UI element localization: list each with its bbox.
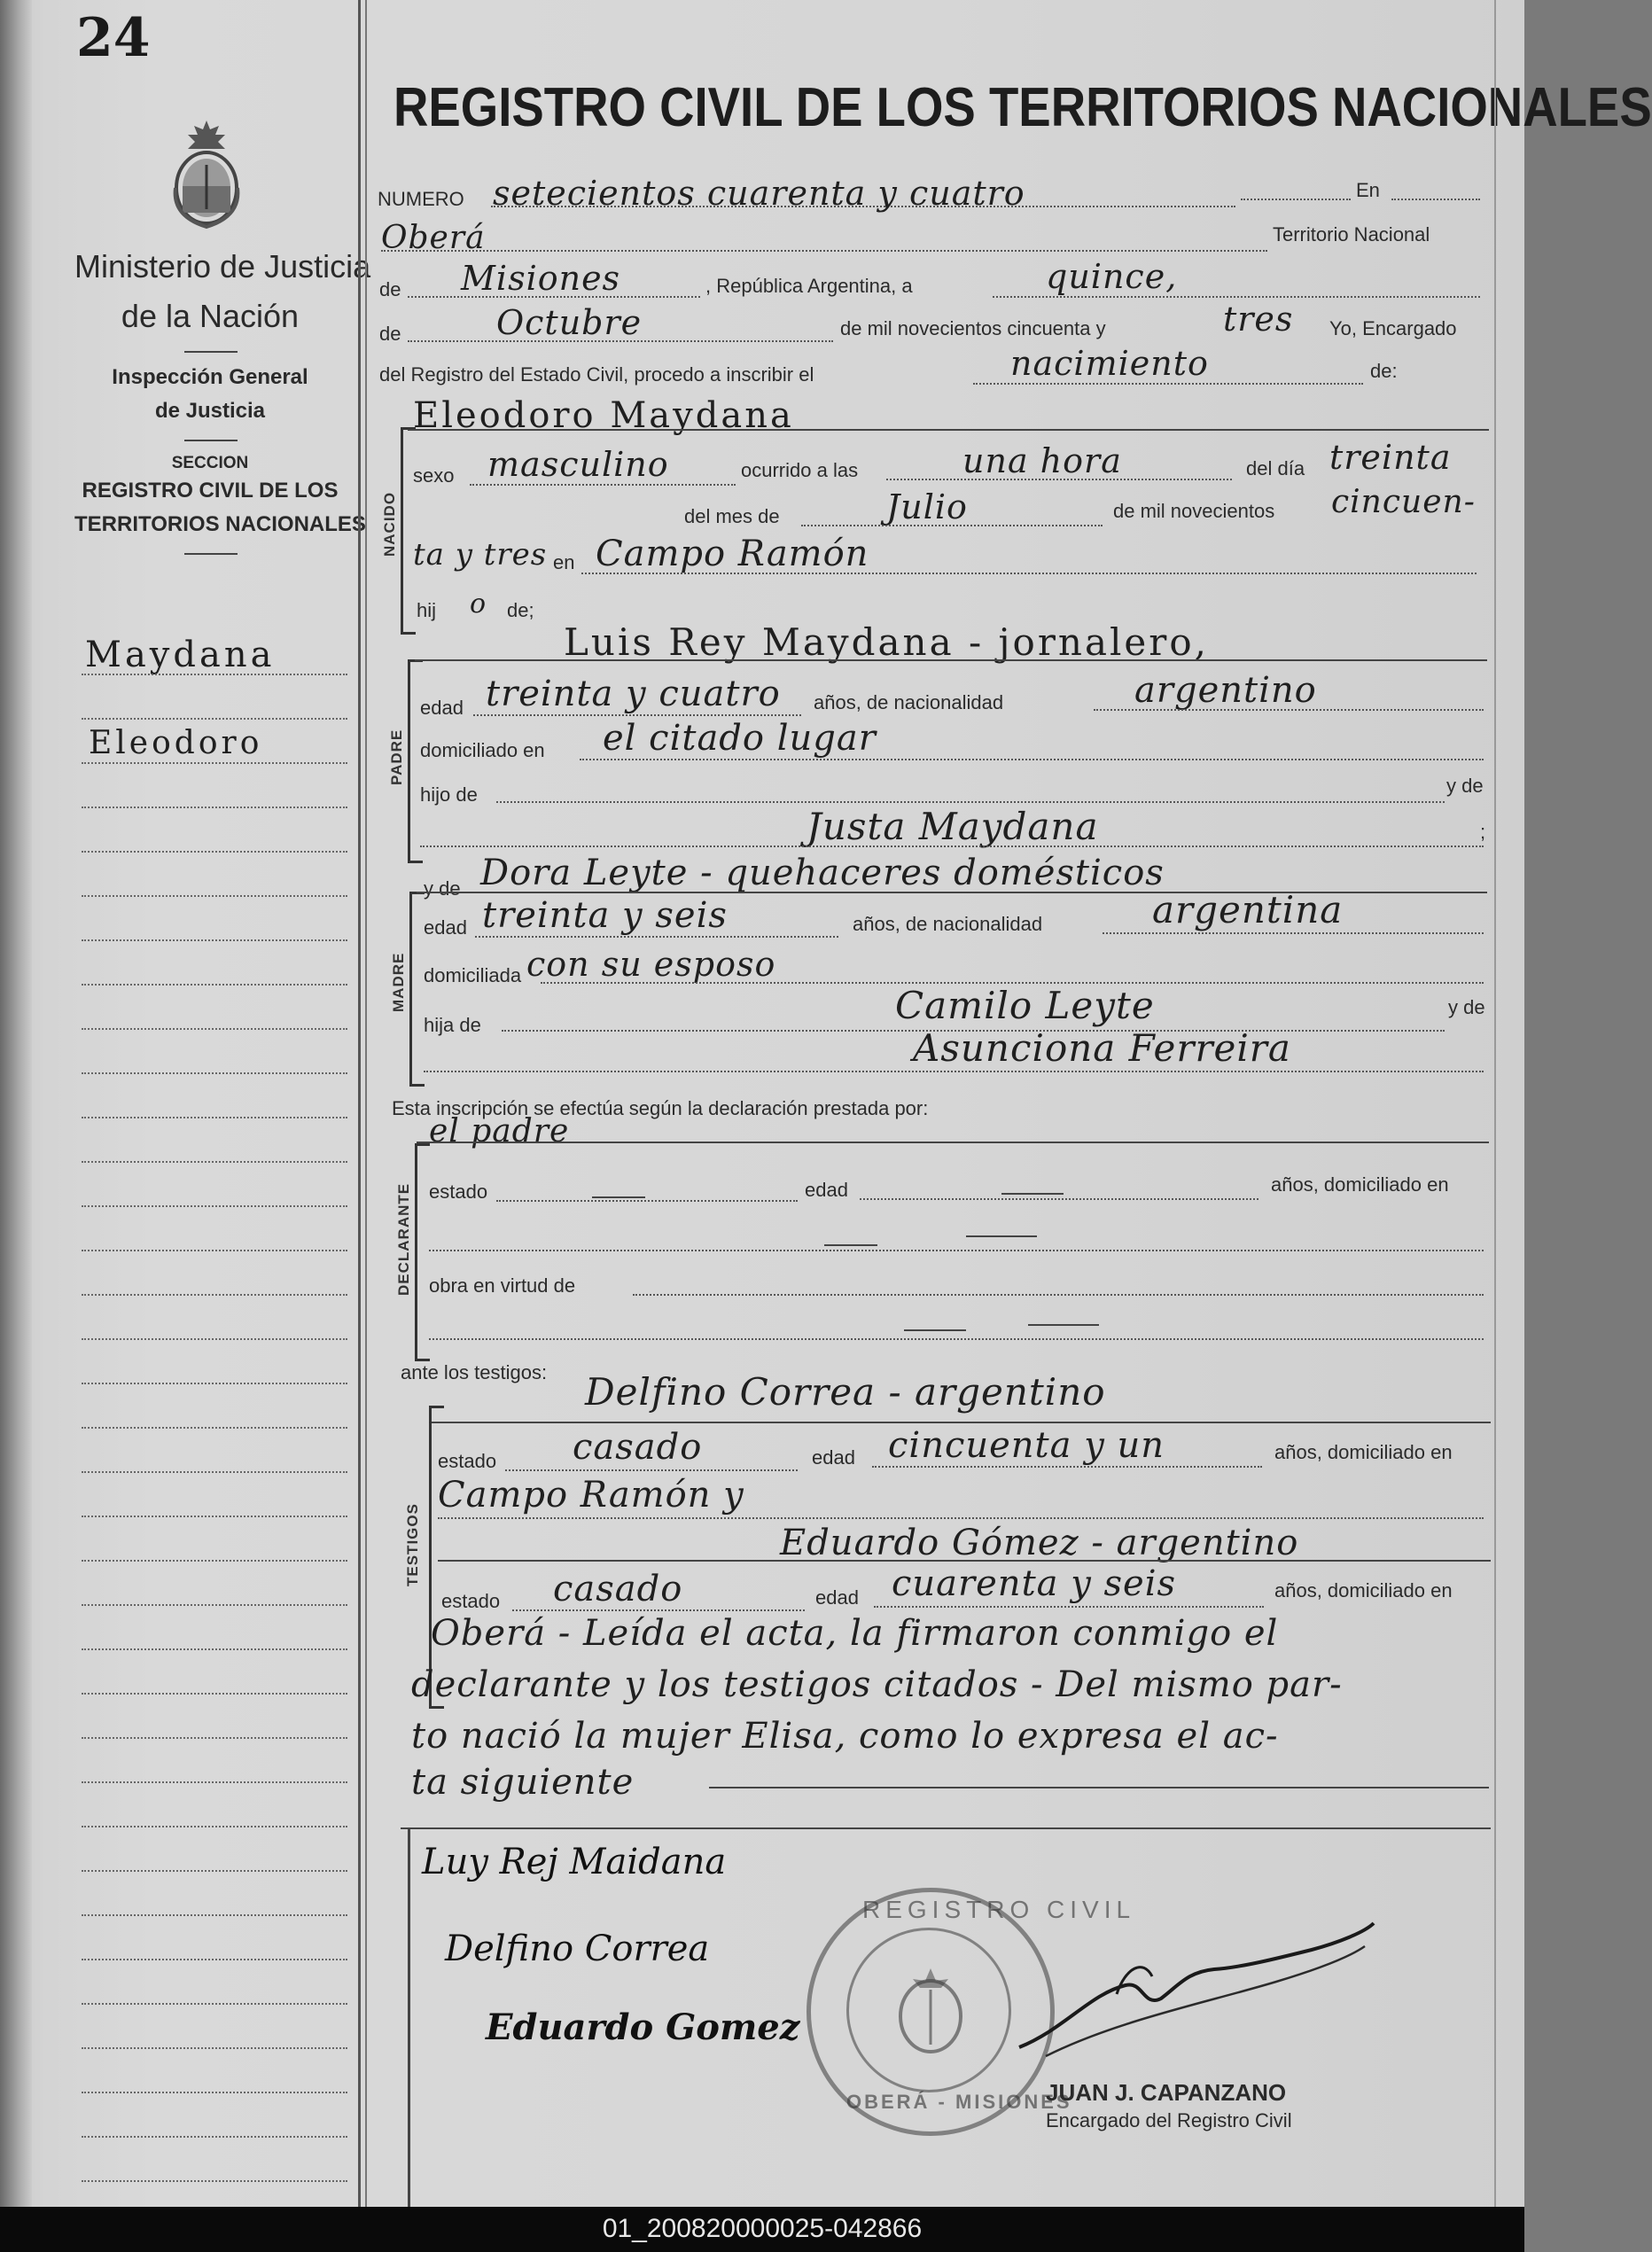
dash: [1001, 1193, 1064, 1195]
estado-label-2: estado: [441, 1590, 501, 1612]
stub-line: [82, 1161, 347, 1163]
numero-label: NUMERO: [378, 188, 464, 210]
dotted-line: [993, 296, 1480, 298]
dotted-line: [872, 1466, 1262, 1468]
dotted-line: [1391, 199, 1480, 200]
en-label: en: [553, 551, 575, 573]
stub-line: [82, 2003, 347, 2005]
day-value: quince,: [1046, 257, 1178, 296]
stub-line: [82, 718, 347, 720]
stub-surname: Maydana: [85, 635, 276, 675]
witness1-estado: casado: [573, 1427, 703, 1468]
name-rule: [438, 1560, 1491, 1562]
dotted-line: [470, 484, 736, 486]
dotted-line: [438, 1517, 1484, 1519]
act-type-value: nacimiento: [1010, 344, 1209, 383]
stub-line: [82, 895, 347, 897]
stub-line: [82, 1250, 347, 1251]
birth-year-value-b: ta y tres: [413, 537, 548, 573]
witness2-edad: cuarenta y seis: [892, 1563, 1177, 1604]
stub-line: [82, 1693, 347, 1695]
stamp-text-bottom: OBERÁ - MISIONES: [846, 2091, 1072, 2113]
dotted-line: [496, 801, 1445, 803]
officer-name: JUAN J. CAPANZANO: [1046, 2079, 1287, 2106]
dotted-line: [1103, 932, 1484, 934]
ministry-line-1: Ministerio de Justicia: [74, 248, 371, 284]
mother-nationality: argentina: [1152, 888, 1344, 931]
witness2-name: Eduardo Gómez - argentino: [780, 1523, 1299, 1563]
dotted-line: [429, 1338, 1484, 1340]
signature-witness-2: Eduardo Gomez: [486, 2007, 800, 2048]
divider: [184, 440, 238, 441]
dotted-line: [512, 1609, 805, 1611]
stub-line: [82, 2092, 347, 2093]
hour-value: una hora: [962, 441, 1122, 480]
stub-line: [82, 1338, 347, 1340]
section-line-2: TERRITORIOS NACIONALES: [74, 512, 366, 536]
section-bracket: [409, 892, 425, 1087]
father-parents: Justa Maydana: [807, 805, 1099, 848]
anos-label-2: años, domiciliado en: [1274, 1579, 1453, 1601]
section-label: SECCION: [171, 454, 249, 472]
officer-title: Encargado del Registro Civil: [1046, 2109, 1292, 2131]
stub-line: [82, 1205, 347, 1207]
sexo-label: sexo: [413, 464, 455, 487]
right-edge-rule: [1494, 0, 1496, 2207]
stub-line: [82, 1028, 347, 1030]
registro-label: del Registro del Estado Civil, procedo a inscribir el: [379, 363, 814, 386]
province-value: Misiones: [461, 259, 621, 298]
stub-line: [82, 939, 347, 941]
stamp-seal-icon: [886, 1963, 975, 2061]
footer-id: 01_200820000025-042866: [602, 2214, 923, 2243]
yo-label: Yo, Encargado: [1329, 317, 1457, 339]
obra-label: obra en virtud de: [429, 1274, 576, 1297]
edad-label-2: edad: [815, 1586, 859, 1609]
father-name: Luis Rey Maydana - jornalero,: [564, 620, 1209, 664]
dotted-line: [505, 1469, 798, 1471]
territorio-label: Territorio Nacional: [1273, 223, 1430, 245]
mother-mother: Asunciona Ferreira: [913, 1026, 1291, 1070]
stub-line: [82, 2047, 347, 2049]
month-value: Octubre: [496, 303, 643, 342]
dash: [824, 1244, 877, 1246]
de-colon: de:: [1370, 360, 1398, 382]
stub-line: [82, 1117, 347, 1118]
dash: [966, 1235, 1037, 1237]
name-rule: [417, 1142, 1489, 1143]
section-bracket: [415, 1143, 430, 1361]
ministry-line-2: de la Nación: [121, 298, 300, 334]
officer-signature: [1010, 1897, 1383, 2074]
label-nacido: NACIDO: [381, 491, 398, 557]
name-rule: [415, 659, 1487, 661]
dotted-line: [381, 250, 1267, 252]
anos-label: años, de nacionalidad: [814, 691, 1004, 713]
witness1-edad: cincuenta y un: [888, 1425, 1165, 1466]
dotted-line: [424, 1071, 1484, 1072]
dotted-line: [973, 383, 1363, 385]
dotted-line: [429, 1250, 1484, 1251]
dotted-line: [408, 340, 833, 342]
dotted-line: [475, 936, 838, 938]
estado-label: estado: [429, 1181, 488, 1203]
witness1-name: Delfino Correa - argentino: [585, 1370, 1106, 1414]
section-line-1: REGISTRO CIVIL DE LOS: [82, 479, 339, 503]
closing-line-3: to nació la mujer Elisa, como lo expresa el ac-: [411, 1716, 1279, 1757]
mother-name: Dora Leyte - quehaceres domésticos: [480, 853, 1165, 893]
stub-line: [82, 1560, 347, 1562]
y-de-label-2: y de: [1448, 996, 1485, 1018]
ocurrido-label: ocurrido a las: [741, 459, 859, 481]
witness1-domicile: Campo Ramón y: [438, 1475, 744, 1516]
label-testigos: TESTIGOS: [404, 1503, 421, 1586]
year-value: tres: [1223, 300, 1294, 339]
coat-of-arms-icon: [167, 117, 246, 232]
binding-shadow: [0, 0, 32, 2207]
testigos-intro: ante los testigos:: [401, 1361, 548, 1383]
anos-label: años, domiciliado en: [1271, 1173, 1449, 1196]
birth-day-value: treinta: [1329, 438, 1452, 477]
domiciliado-label: domiciliado en: [420, 739, 545, 761]
dotted-line: [420, 845, 1484, 847]
mil-label: de mil novecientos: [1113, 500, 1275, 522]
dotted-line: [1241, 199, 1351, 200]
dotted-line: [874, 1606, 1264, 1608]
dotted-line: [473, 714, 801, 716]
mil-label: de mil novecientos cincuenta y: [840, 317, 1106, 339]
inspection-line-1: Inspección General: [112, 365, 308, 389]
dotted-line: [633, 1294, 1484, 1296]
anos-label: años, domiciliado en: [1274, 1441, 1453, 1463]
closing-rule: [709, 1787, 1489, 1788]
declarante-intro: Esta inscripción se efectúa según la declaración prestada por:: [392, 1097, 929, 1119]
dash: [592, 1196, 645, 1198]
father-age: treinta y cuatro: [486, 674, 781, 714]
stub-line: [82, 1648, 347, 1650]
stub-line: [82, 674, 347, 675]
de-label-2: de: [379, 323, 401, 345]
stub-line: [82, 2180, 347, 2182]
numero-value: setecientos cuarenta y cuatro: [493, 174, 1025, 213]
y-de-label: y de: [424, 877, 461, 900]
del-mes-label: del mes de: [684, 505, 780, 527]
page-number: 24: [76, 7, 151, 69]
hijo-label: hijo de: [420, 783, 478, 806]
section-bracket: [401, 427, 416, 635]
stub-line: [82, 984, 347, 986]
edad-label: edad: [805, 1179, 848, 1201]
domiciliada-label: domiciliada: [424, 964, 522, 986]
label-padre: PADRE: [388, 729, 405, 785]
closing-line-4: ta siguiente: [411, 1762, 635, 1803]
signature-top-rule: [401, 1827, 1491, 1829]
signature-block-left-rule: [408, 1827, 410, 2207]
stub-line: [82, 1959, 347, 1960]
stub-line: [82, 1914, 347, 1916]
dotted-line: [860, 1198, 1258, 1200]
y-de-label: y de: [1446, 775, 1484, 797]
birth-month-value: Julio: [886, 487, 968, 526]
stub-line: [82, 1737, 347, 1739]
mother-age: treinta y seis: [482, 895, 728, 936]
stub-line: [82, 807, 347, 808]
mother-domicile: con su esposo: [526, 945, 776, 984]
hij-value: o: [470, 588, 487, 619]
signature-witness-1: Delfino Correa: [445, 1929, 710, 1969]
en-label: En: [1356, 179, 1380, 201]
stub-line: [82, 1294, 347, 1296]
de-label: de: [379, 278, 401, 300]
closing-line-2: declarante y los testigos citados - Del mismo par-: [411, 1664, 1343, 1705]
hij-label: hij: [417, 599, 437, 621]
label-declarante: DECLARANTE: [395, 1182, 412, 1296]
dotted-line: [496, 1200, 798, 1202]
page-separator-inner: [365, 0, 367, 2207]
dotted-line: [408, 296, 700, 298]
dotted-line: [580, 759, 1484, 760]
republica-label: , República Argentina, a: [705, 275, 913, 297]
closing-line-1: Oberá - Leída el acta, la firmaron conmigo el: [431, 1613, 1279, 1654]
divider: [184, 351, 238, 353]
divider: [184, 553, 238, 555]
stub-line: [82, 1383, 347, 1384]
stub-line: [82, 1072, 347, 1074]
signature-declarante: Luy Rej Maidana: [422, 1842, 727, 1882]
stub-line: [82, 1781, 347, 1783]
declarante-who: el padre: [429, 1113, 570, 1149]
stamp-text-top: REGISTRO CIVIL: [862, 1896, 1136, 1923]
edad-label: edad: [420, 697, 464, 719]
edad-label: edad: [812, 1446, 855, 1469]
stub-line: [82, 1870, 347, 1872]
dotted-line: [1094, 709, 1484, 711]
dash: [904, 1329, 966, 1331]
place-value: Oberá: [381, 220, 486, 256]
witness2-estado: casado: [553, 1569, 683, 1609]
stub-line: [82, 1427, 347, 1429]
dotted-line: [581, 573, 1477, 574]
name-rule: [408, 429, 1489, 431]
edad-label: edad: [424, 916, 467, 939]
hija-label: hija de: [424, 1014, 481, 1036]
dash: [1028, 1324, 1099, 1326]
inspection-line-2: de Justicia: [154, 399, 266, 423]
stub-line: [82, 762, 347, 764]
father-domicile: el citado lugar: [603, 718, 877, 759]
sexo-value: masculino: [487, 445, 669, 484]
mother-father: Camilo Leyte: [895, 984, 1155, 1027]
stub-given-name: Eleodoro: [89, 725, 263, 761]
document-title: REGISTRO CIVIL DE LOS TERRITORIOS NACIONALES: [394, 77, 1652, 138]
label-madre: MADRE: [390, 952, 407, 1012]
stub-line: [82, 1604, 347, 1606]
stub-line: [82, 1826, 347, 1827]
father-nationality: argentino: [1134, 670, 1317, 711]
birth-place-value: Campo Ramón: [596, 534, 869, 574]
stub-line: [82, 851, 347, 853]
estado-label: estado: [438, 1450, 497, 1472]
dotted-line: [801, 525, 1103, 526]
stub-line: [82, 2136, 347, 2138]
name-rule: [431, 1422, 1491, 1423]
birth-year-value-a: cincuen-: [1331, 484, 1476, 520]
stub-line: [82, 1471, 347, 1473]
dotted-line: [886, 479, 1232, 480]
stub-line: [82, 1516, 347, 1517]
del-dia-label: del día: [1246, 457, 1305, 479]
page-separator: [358, 0, 361, 2207]
semicolon: ;: [1480, 821, 1486, 843]
de-label: de;: [507, 599, 534, 621]
anos-label: años, de nacionalidad: [853, 913, 1043, 935]
nacido-name: Eleodoro Maydana: [413, 395, 794, 436]
